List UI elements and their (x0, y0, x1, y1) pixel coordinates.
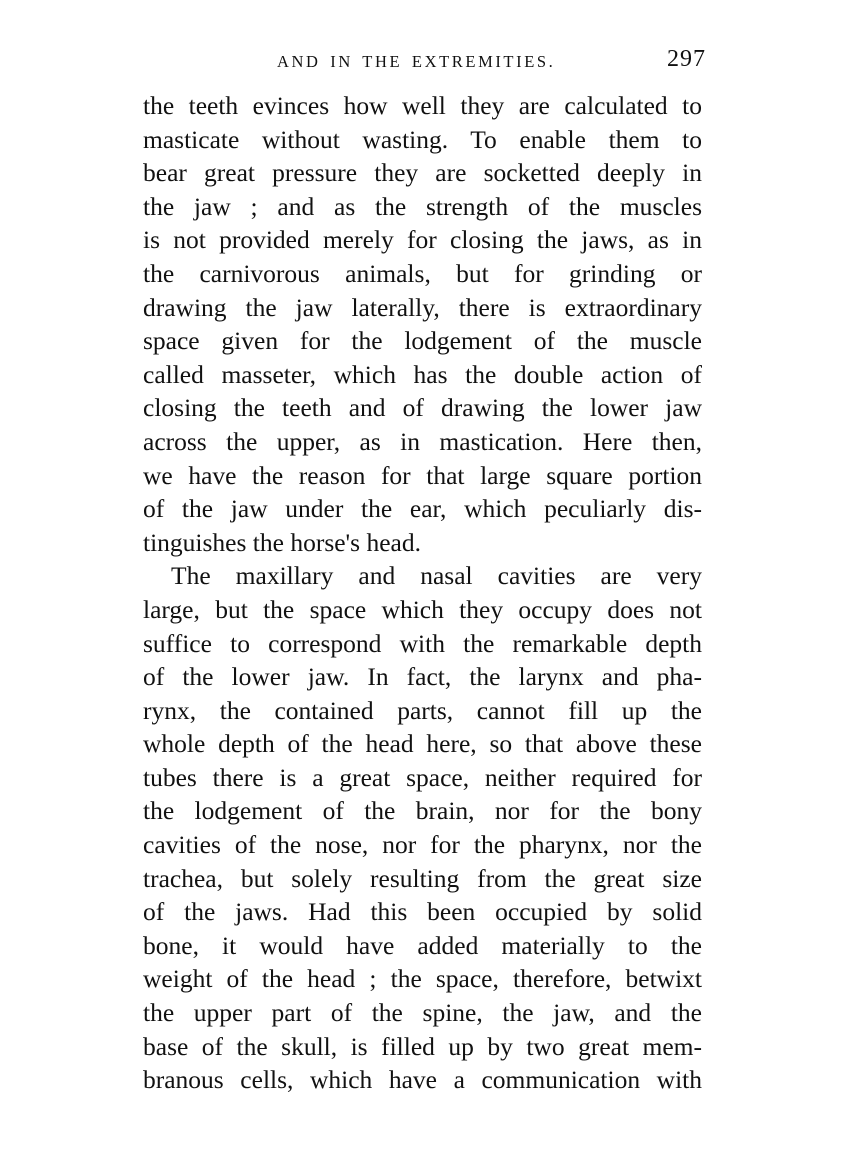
running-head (143, 48, 706, 74)
text-line: of the jaws. Had this been occupied by solid (143, 897, 702, 927)
text-line: called masseter, which has the double action of (143, 359, 702, 389)
text-line: the lodgement of the brain, nor for the bony (143, 796, 702, 826)
text-line: rynx, the contained parts, cannot fill up the (143, 695, 702, 725)
text-line: base of the skull, is filled up by two great mem- (143, 1031, 702, 1061)
text-line: of the lower jaw. In fact, the larynx and pha- (143, 662, 702, 692)
text-line: cavities of the nose, nor for the pharynx, nor the (143, 830, 702, 860)
paragraph-end-line: tinguishes the horse's head. (143, 527, 421, 557)
body-text (143, 89, 702, 1097)
text-line: branous cells, which have a communication with (143, 1065, 702, 1095)
text-line: the carnivorous animals, but for grinding or (143, 258, 702, 288)
text-line: drawing the jaw laterally, there is extraordinary (143, 292, 702, 322)
text-line: the teeth evinces how well they are calculated to (143, 91, 702, 120)
page-number: 297 (667, 46, 706, 72)
text-line: of the jaw under the ear, which peculiarly dis- (143, 494, 702, 524)
paragraph-start-line: The maxillary and nasal cavities are very (171, 561, 702, 591)
text-line: whole depth of the head here, so that above these (143, 729, 702, 759)
text-line: the upper part of the spine, the jaw, and the (143, 998, 702, 1028)
text-line: weight of the head ; the space, therefore, betwixt (143, 964, 702, 994)
text-line: we have the reason for that large square portion (143, 460, 702, 490)
running-title: AND IN THE EXTREMITIES. (277, 52, 556, 71)
text-line: large, but the space which they occupy does not (143, 594, 702, 624)
text-line: masticate without wasting. To enable them to (143, 124, 702, 154)
text-line: bear great pressure they are socketted deeply in (143, 158, 702, 188)
text-line: the jaw ; and as the strength of the muscles (143, 191, 702, 221)
text-line: is not provided merely for closing the jaws, as in (143, 225, 702, 255)
text-line: bone, it would have added materially to the (143, 930, 702, 960)
text-line: closing the teeth and of drawing the lower jaw (143, 393, 702, 423)
text-line: suffice to correspond with the remarkable depth (143, 628, 702, 658)
text-line: trachea, but solely resulting from the great size (143, 863, 702, 893)
text-line: space given for the lodgement of the muscle (143, 326, 702, 356)
text-line: across the upper, as in mastication. Here then, (143, 426, 702, 456)
text-line: tubes there is a great space, neither required for (143, 762, 702, 792)
